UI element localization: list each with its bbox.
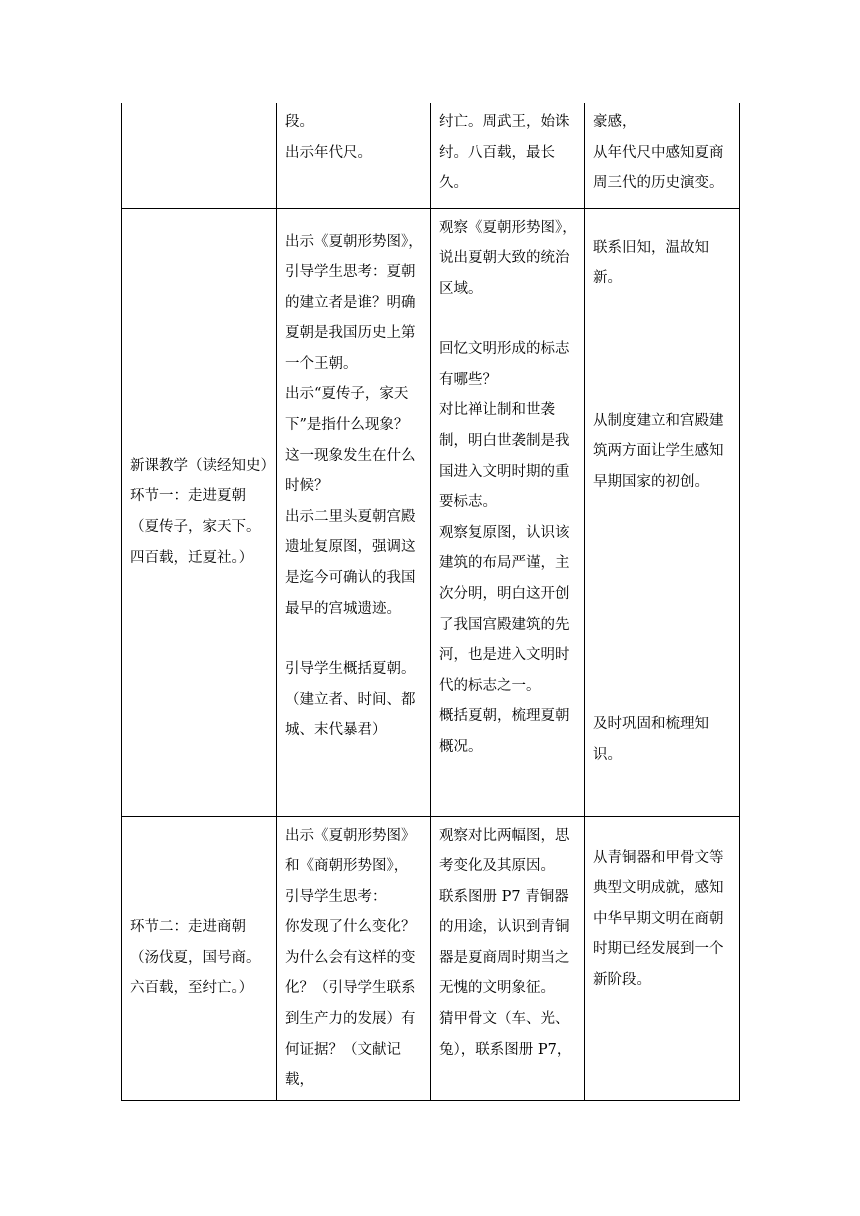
text-line: 制，明白世袭制是我 [439,433,570,450]
text-line: 环节一：走进夏朝 [130,488,246,505]
text-line: 新阶段。 [593,971,651,988]
text-line: 引导学生思考： [285,888,387,905]
text-line: 河，也是进入文明时 [439,647,570,664]
text-line: 及时巩固和梳理知 [593,716,709,733]
text-line: 观察复原图，认识该 [439,524,570,541]
cell-design-intent [585,103,740,208]
text-line: 四百载，迁夏社。） [130,549,254,566]
text-line: 出示“夏传子，家天 [285,386,409,403]
text-line: 这一现象发生在什么 [285,447,416,464]
text-line: 出示《夏朝形势图》 [285,827,416,844]
text-line: 对比禅让制和世袭 [439,402,555,419]
text-line: 时候？ [285,478,329,495]
cell-student-activity [431,816,585,1100]
text-line: 概括夏朝，梳理夏朝 [439,708,570,725]
text-line: 和《商朝形势图》， [285,858,409,875]
text-line: 六百载，至纣亡。） [130,980,254,997]
text-line: 次分明，明白这开创 [439,586,570,603]
table-row [122,208,740,816]
text-line: 识。 [593,747,622,764]
text-line: 代的标志之一。 [439,677,541,694]
text-line: 的用途，认识到青铜 [439,919,570,936]
text-line: 周三代的历史演变。 [593,175,724,192]
cell-stage [122,208,277,816]
text-line: 化？（引导学生联系 [285,980,416,997]
text-line: 概况。 [439,739,483,755]
text-line: 豪感， [593,114,637,130]
text-line: 从年代尺中感知夏商 [593,144,724,161]
text-line: 回忆文明形成的标志 [439,341,570,358]
text-line: 考变化及其原因。 [439,858,555,875]
text-line: （夏传子，家天下。 [130,519,261,535]
cell-design-intent [585,208,740,816]
text-line: 城、末代暴君） [285,722,387,739]
text-line: 引导学生概括夏朝。 [285,661,416,678]
text-line: 早期国家的初创。 [593,473,709,490]
text-line: 联系旧知，温故知新。 [593,239,709,287]
text-line: 最早的宫城遗迹。 [285,600,401,617]
text-line: 区域。 [439,280,483,297]
text-line: 从制度建立和宫殿建 [593,412,724,429]
text-line: 下”是指什么现象？ [285,417,409,434]
text-line: 为什么会有这样的变 [285,949,416,966]
text-line: 段。 [285,114,314,130]
cell-teacher-activity [277,208,431,816]
text-line: 兔），联系图册 P7， [439,1041,572,1058]
cell-student-activity [431,208,585,816]
text-line: 到生产力的发展）有 [285,1011,416,1028]
lesson-plan-table [121,103,740,1101]
text-line: 纣亡。周武王，始诛 [439,114,570,130]
text-line: 建筑的布局严谨，主 [439,555,570,572]
text-line: 是迄今可确认的我国 [285,570,416,587]
text-line: 遗址复原图，强调这 [285,539,416,556]
text-line: 观察《夏朝形势图》， [439,219,577,236]
text-line: 出示二里头夏朝宫殿 [285,508,416,525]
text-line: 出示年代尺。 [285,144,372,161]
text-line: 要标志。 [439,494,497,511]
text-line: 说出夏朝大致的统治 [439,250,570,267]
text-line: 猜甲骨文（车、光、 [439,1011,570,1028]
text-line: 你发现了什么变化？ [285,919,416,936]
text-line: （汤伐夏，国号商。 [130,949,261,966]
text-line: 联系图册 P7 青铜器 [439,888,569,905]
text-line: 中华早期文明在商朝 [593,910,724,927]
text-line: 国进入文明时期的重 [439,463,570,480]
text-line: 夏朝是我国历史上第 [285,325,416,342]
text-line: 观察对比两幅图，思 [439,827,570,844]
text-line: 出示《夏朝形势图》， [285,233,423,250]
text-line: 了我国宫殿建筑的先 [439,616,570,633]
cell-stage [122,816,277,1100]
table-row [122,816,740,1100]
text-line: 无愧的文明象征。 [439,980,555,997]
text-line: 新课教学（读经知史） [130,457,275,474]
table-row [122,103,740,208]
text-line: 一个王朝。 [285,355,358,372]
text-line: 环节二：走进商朝 [130,919,246,936]
text-line: 典型文明成就，感知 [593,880,724,897]
text-line: 纣。八百载，最长久。 [439,144,555,192]
cell-teacher-activity [277,103,431,208]
cell-stage [122,103,277,208]
text-line: 从青铜器和甲骨文等 [593,849,724,866]
cell-teacher-activity [277,816,431,1100]
text-line: 有哪些？ [439,371,497,388]
text-line: 何证据？（文献记载， [285,1041,401,1089]
cell-design-intent [585,816,740,1100]
text-line: 筑两方面让学生感知 [593,443,724,460]
text-line: 引导学生思考：夏朝 [285,264,416,281]
cell-student-activity [431,103,585,208]
text-line: 器是夏商周时期当之 [439,949,570,966]
text-line: 时期已经发展到一个 [593,941,724,958]
text-line: 的建立者是谁？明确 [285,294,416,311]
text-line: （建立者、时间、都 [285,691,416,708]
